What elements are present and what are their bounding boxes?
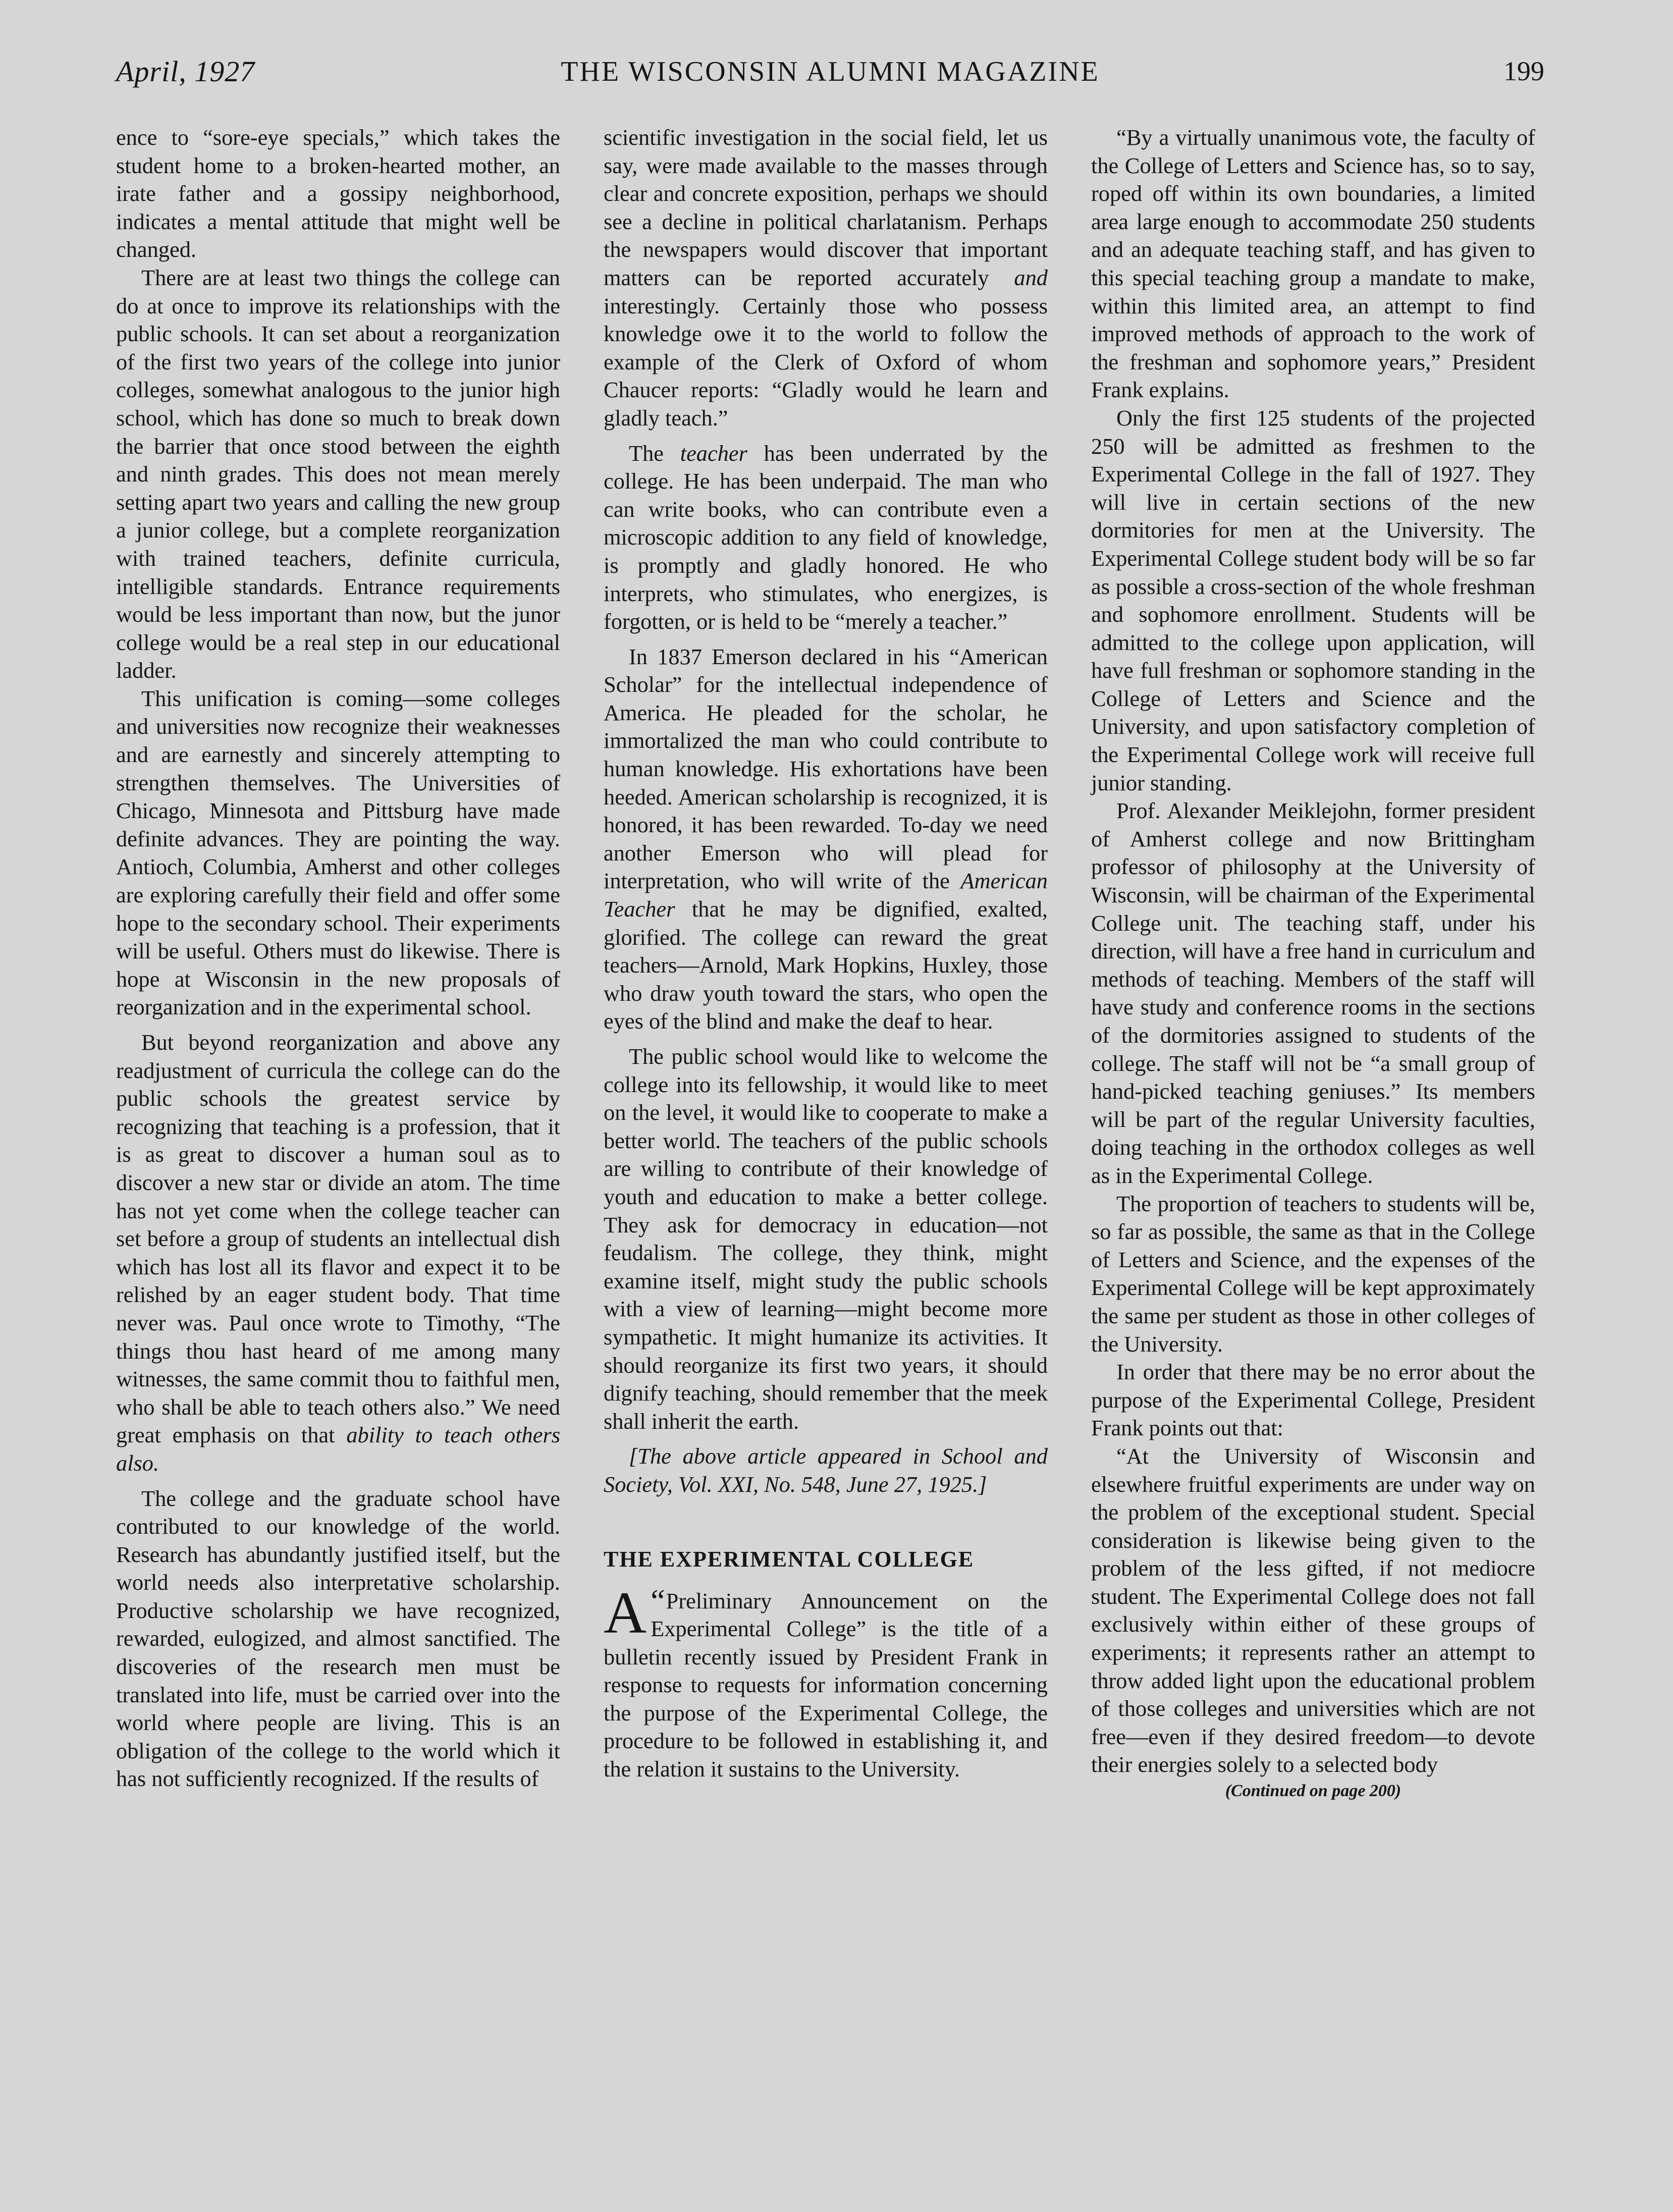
column-3: [1091, 124, 1535, 1801]
paragraph-text: Preliminary Announcement on the Experimental College” is the title of a bulletin recently issued by President Frank in response to requests for information concerning the purpose of the Experimental College, the procedure to be followed in establishing it, and the relation it sustains to the University.: [604, 1588, 1048, 1782]
paragraph: “At the University of Wisconsin and elsewhere fruitful experiments are under way on the problem of the exceptional student. Special consideration is likewise being given to the problem of the less gifted, if not mediocre student. The Experimental College does not fall exclusively within either of these groups of experiments; it represents rather an attempt to throw added light upon the educational problem of those colleges and universities which are not free—even if they desired freedom—to devote their energies solely to a selected body: [1091, 1443, 1535, 1777]
paragraph: The public school would like to welcome the college into its fellowship, it would like to meet on the level, it would like to cooperate to make a better world. The teachers of the public schools are willing to contribute of their knowledge of youth and education to make a better college. They ask for democracy in education—not feudalism. The college, they think, might examine itself, might study the public schools with a view of learning—might become more sympathetic. It might humanize its activities. It should reorganize its first two years, it should dignify teaching, should remember that the meek shall inherit the earth.: [604, 1044, 1048, 1434]
paragraph: ence to “sore-eye specials,” which takes the student home to a broken-hearted mother, an irate father and a gossipy neighborhood, indicates a mental attitude that might well be changed.: [116, 125, 560, 262]
paragraph: [604, 124, 1048, 433]
issue-date: April, 1927: [116, 55, 255, 88]
paragraph: [604, 643, 1048, 1036]
page-number: 199: [1503, 56, 1544, 86]
paragraph-text: has been underrated by the college. He has been underpaid. The man who can write books, who can contribute even a microscopic addition to any field of knowledge, is promptly and gladly honored. He who interprets, who stimulates, who energizes, is forgotten, or is held to be “merely a teacher.”: [604, 440, 1048, 634]
paragraph: In order that there may be no error about the purpose of the Experimental College, President Frank points out that:: [1091, 1359, 1535, 1441]
citation-note: [The above article appeared in School and Society, Vol. XXI, No. 548, June 27, 1925.]: [604, 1443, 1048, 1497]
paragraph-text: In 1837 Emerson declared in his “American Scholar” for the intellectual independence of America. He pleaded for the scholar, he immortalized the man who could contribute to human knowledge. His exhortations have been heeded. American scholarship is recognized, it is honored, it has been rewarded. To-day we need another Emerson who will plead for interpretation, who will write of the: [604, 643, 1048, 894]
emphasis-text: and: [1014, 264, 1048, 290]
paragraph: Prof. Alexander Meiklejohn, former president of Amherst college and now Brittingham professor of philosophy at the University of Wisconsin, will be chairman of the Experimental College unit. The teaching staff, under his direction, will have a free hand in curriculum and methods of teaching. Members of the staff will have study and conference rooms in the sections of the dormitories assigned to students of the college. The staff will not be “a small group of hand-picked teaching geniuses.” Its members will be part of the regular University faculties, doing teaching in the orthodox colleges as well as in the Experimental College.: [1091, 798, 1535, 1188]
section-heading: THE EXPERIMENTAL COLLEGE: [604, 1546, 975, 1572]
paragraph-text: that he may be dignified, exalted, glorified. The college can reward the great teachers—Arnold, Mark Hopkins, Huxley, those who draw youth toward the stars, who open the eyes of the blind and make the deaf to hear.: [604, 896, 1048, 1034]
column-1: [116, 124, 560, 1793]
paragraph: Only the first 125 students of the projected 250 will be admitted as freshmen to the Experimental College in the fall of 1927. They will live in certain sections of the new dormitories for men at the University. The Experimental College student body will be so far as possible a cross-section of the whole freshman and sophomore enrollment. Students will be admitted to the college upon application, will have full freshman or sophomore standing in the College of Letters and Science and the University, and upon satisfactory completion of the Experimental College work will receive full junior standing.: [1091, 405, 1535, 795]
paragraph: [604, 1579, 1048, 1784]
emphasis-text: ability to teach others also.: [116, 1422, 560, 1476]
paragraph-text: scientific investigation in the social field, let us say, were made available to the masses through clear and concrete exposition, perhaps we should see a decline in political charlatanism. Perhaps the newspapers would discover that important matters can be reported accurately: [604, 125, 1048, 290]
paragraph: [116, 1029, 560, 1478]
paragraph: This unification is coming—some colleges and universities now recognize their weaknesses and are earnestly and sincerely attempting to strengthen themselves. The Universities of Chicago, Minnesota and Pittsburg have made definite advances. They are pointing the way. Antioch, Columbia, Amherst and other colleges are exploring carefully their field and offer some hope to the secondary school. Their experiments will be useful. Others must do likewise. There is hope at Wisconsin in the new proposals of reorganization and in the experimental school.: [116, 685, 560, 1020]
paragraph-text: The: [629, 440, 664, 466]
drop-cap: A: [604, 1579, 647, 1646]
emphasis-text: American Teacher: [604, 868, 1048, 922]
magazine-title: THE WISCONSIN ALUMNI MAGAZINE: [561, 56, 1100, 87]
page-header: [116, 55, 1544, 100]
opening-quote: “: [651, 1582, 665, 1618]
paragraph: The proportion of teachers to students will be, so far as possible, the same as that in the College of Letters and Science, and the expenses of the Experimental College will be kept approximately the same per student as those in other colleges of the University.: [1091, 1191, 1535, 1357]
paragraph-text: interestingly. Certainly those who possess knowledge owe it to the world to follow the example of the Clerk of Oxford of whom Chaucer reports: “Gladly would he learn and gladly teach.”: [604, 293, 1048, 430]
column-2: [604, 124, 1048, 1784]
paragraph: “By a virtually unanimous vote, the faculty of the College of Letters and Science has, so to say, roped off within its own boundaries, a limited area large enough to accommodate 250 students and an adequate teaching staff, and has given to this special teaching group a mandate to make, within this limited area, an attempt to find improved methods of approach to the work of the freshman and sophomore years,” President Frank explains.: [1091, 125, 1535, 403]
paragraph: [604, 440, 1048, 636]
paragraph: The college and the graduate school have contributed to our knowledge of the world. Research has abundantly justified itself, but the world needs also interpretative scholarship. Productive scholarship we have recognized, rewarded, eulogized, and almost sanctified. The discoveries of the research men must be translated into life, must be carried over into the world where people are living. This is an obligation of the college to the world which it has not sufficiently recognized. If the results of: [116, 1485, 560, 1792]
continued-note: (Continued on page 200): [1225, 1782, 1401, 1801]
paragraph: There are at least two things the college can do at once to improve its relationships with the public schools. It can set about a reorganization of the first two years of the college into junior colleges, somewhat analogous to the junior high school, which has done so much to break down the barrier that once stood between the eighth and ninth grades. This does not mean merely setting apart two years and calling the new group a junior college, but a complete reorganization with trained teachers, definite curricula, intelligible standards. Entrance requirements would be less important than now, but the junor college would be a real step in our educational ladder.: [116, 264, 560, 683]
paragraph-text: But beyond reorganization and above any readjustment of curricula the college can do the public schools the greatest service by recognizing that teaching is a profession, that it is as great to discover a human soul as to discover a new star or divide an atom. The time has not yet come when the college teacher can set before a group of students an intellectual dish which has lost all its flavor and expect it to be relished by an eager student body. That time never was. Paul once wrote to Timothy, “The things thou hast heard of me among many witnesses, the same commit thou to faithful men, who shall be able to teach others also.” We need great emphasis on that: [116, 1030, 560, 1448]
emphasis-text: teacher: [680, 440, 747, 466]
